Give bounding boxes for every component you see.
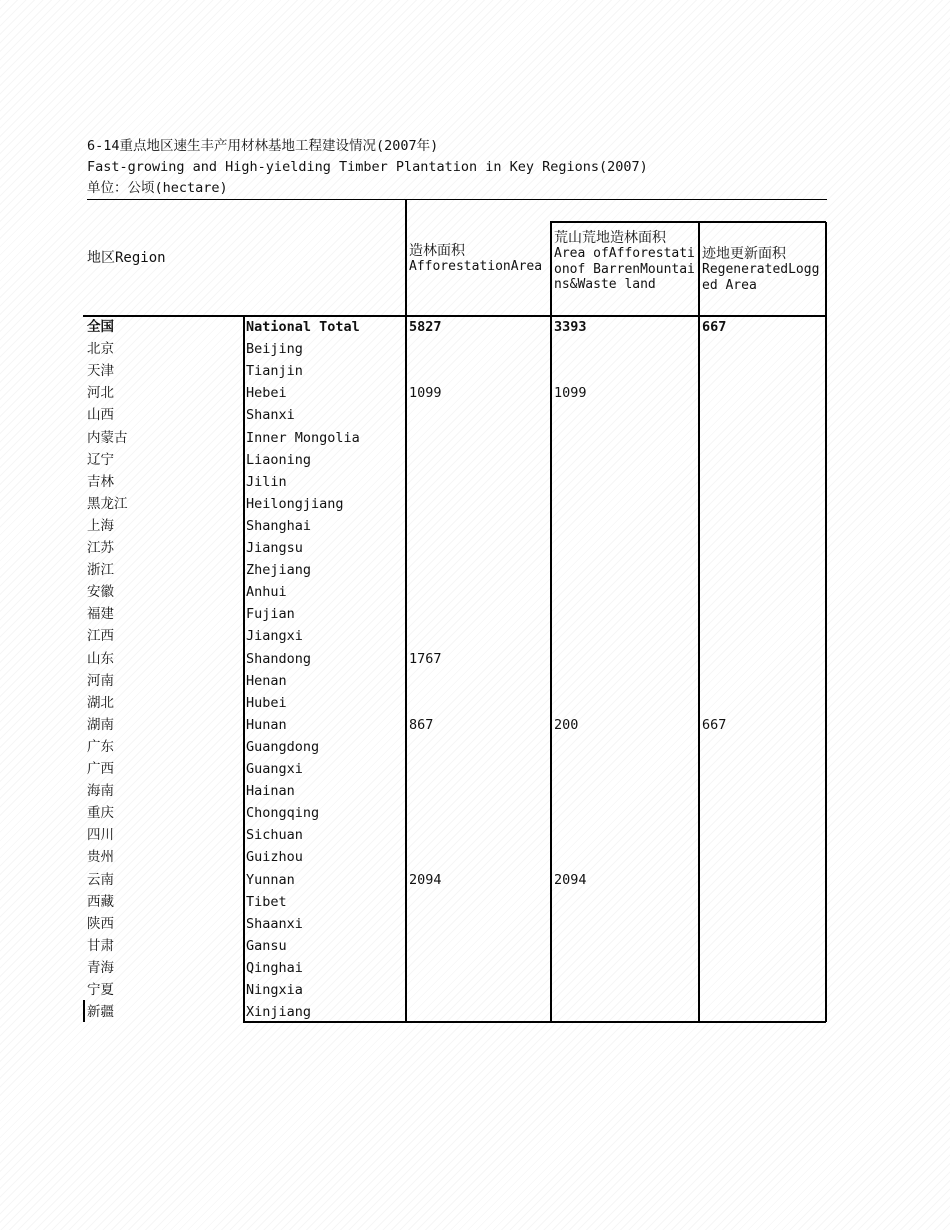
- region-en: Jiangxi: [246, 628, 303, 645]
- table-row: [87, 537, 827, 559]
- region-en: Shandong: [246, 650, 312, 667]
- region-en: Heilongjiang: [246, 495, 344, 512]
- barren-value: 200: [554, 716, 579, 733]
- header-barren-en: Area ofAfforestationof BarrenMountains&Waste land: [554, 246, 695, 292]
- region-cn: 重庆: [87, 805, 114, 822]
- table-row: [87, 802, 827, 824]
- region-cn: 河南: [87, 672, 114, 689]
- region-en: Qinghai: [246, 959, 303, 976]
- grid-line: [550, 221, 826, 223]
- region-cn: 吉林: [87, 473, 114, 490]
- region-en: Shanghai: [246, 517, 312, 534]
- region-cn: 陕西: [87, 915, 114, 932]
- regenerated-value: 667: [702, 716, 727, 733]
- region-cn: 黑龙江: [87, 495, 128, 512]
- table-row: [87, 382, 827, 404]
- region-en: Shaanxi: [246, 915, 303, 932]
- region-cn: 辽宁: [87, 451, 114, 468]
- table-row: [87, 780, 827, 802]
- region-cn: 上海: [87, 517, 114, 534]
- region-cn: 贵州: [87, 849, 114, 866]
- region-en: Hunan: [246, 716, 287, 733]
- header-afforestation: [409, 243, 549, 275]
- region-en: Zhejiang: [246, 562, 312, 579]
- region-cn: 湖北: [87, 694, 114, 711]
- region-en: Anhui: [246, 584, 287, 601]
- table-row: [87, 758, 827, 780]
- table-row: [87, 935, 827, 957]
- region-cn: 新疆: [87, 1004, 114, 1021]
- region-en: Xinjiang: [246, 1004, 312, 1021]
- region-cn: 浙江: [87, 562, 114, 579]
- table-row: [87, 581, 827, 603]
- region-cn: 全国: [87, 319, 114, 335]
- header-barren-cn: 荒山荒地造林面积: [554, 230, 666, 246]
- table-row-total: [87, 316, 827, 338]
- region-en: National Total: [246, 319, 360, 335]
- region-cn: 天津: [87, 363, 114, 380]
- region-en: Fujian: [246, 606, 295, 623]
- region-en: Jiangsu: [246, 540, 303, 556]
- table-title-en: Fast-growing and High-yielding Timber Plantation in Key Regions(2007): [87, 159, 648, 175]
- region-en: Liaoning: [246, 451, 312, 468]
- region-en: Gansu: [246, 937, 287, 954]
- region-cn: 甘肃: [87, 937, 114, 954]
- table-row: [87, 471, 827, 493]
- table-row: [87, 427, 827, 449]
- header-afforestation-en: AfforestationArea: [409, 259, 543, 274]
- barren-value: 2094: [554, 871, 587, 888]
- region-en: Guangdong: [246, 738, 320, 755]
- header-regenerated: [702, 246, 824, 293]
- table-row: [87, 891, 827, 913]
- region-cn: 云南: [87, 871, 114, 888]
- region-cn: 江西: [87, 628, 114, 645]
- region-en: Yunnan: [246, 871, 295, 888]
- region-cn: 青海: [87, 959, 114, 976]
- header-regenerated-cn: 迹地更新面积: [702, 246, 786, 262]
- table-row: [87, 913, 827, 935]
- barren-value: 1099: [554, 385, 587, 402]
- table-row: [87, 670, 827, 692]
- table-row: [87, 846, 827, 868]
- table-row: [87, 625, 827, 647]
- region-en: Tibet: [246, 893, 287, 910]
- region-cn: 广西: [87, 761, 114, 777]
- table-row: [87, 515, 827, 537]
- region-cn: 山东: [87, 650, 114, 667]
- region-en: Beijing: [246, 341, 303, 358]
- afforestation-value: 5827: [409, 319, 442, 335]
- region-cn: 宁夏: [87, 982, 114, 998]
- region-en: Inner Mongolia: [246, 429, 360, 446]
- region-en: Ningxia: [246, 982, 303, 998]
- table-row: [87, 824, 827, 846]
- barren-value: 3393: [554, 319, 587, 335]
- header-barren: [554, 230, 697, 293]
- title-block: [87, 136, 827, 200]
- region-en: Hebei: [246, 385, 287, 402]
- afforestation-value: 867: [409, 716, 434, 733]
- table-row: [87, 714, 827, 736]
- table-row: [87, 603, 827, 625]
- region-cn: 河北: [87, 385, 114, 402]
- region-en: Guizhou: [246, 849, 303, 866]
- region-en: Henan: [246, 672, 287, 689]
- region-en: Shanxi: [246, 407, 295, 424]
- region-cn: 四川: [87, 827, 114, 844]
- region-en: Guangxi: [246, 761, 303, 777]
- table-row: [87, 957, 827, 979]
- region-cn: 山西: [87, 407, 114, 424]
- table-row: [87, 736, 827, 758]
- region-cn: 湖南: [87, 716, 114, 733]
- table-row: [87, 869, 827, 891]
- region-cn: 安徽: [87, 584, 114, 601]
- region-cn: 北京: [87, 341, 114, 358]
- table-row: [87, 493, 827, 515]
- table-row: [87, 692, 827, 714]
- region-cn: 内蒙古: [87, 429, 128, 446]
- region-cn: 海南: [87, 783, 114, 800]
- table-row: [87, 648, 827, 670]
- region-en: Hainan: [246, 783, 295, 800]
- region-en: Sichuan: [246, 827, 303, 844]
- regenerated-value: 667: [702, 319, 727, 335]
- region-cn: 江苏: [87, 540, 114, 556]
- region-cn: 福建: [87, 606, 114, 623]
- unit-label: 单位：公顷(hectare): [87, 178, 827, 200]
- region-cn: 广东: [87, 738, 114, 755]
- afforestation-value: 1099: [409, 385, 442, 402]
- header-afforestation-cn: 造林面积: [409, 243, 465, 259]
- table-row: [87, 1001, 827, 1023]
- region-en: Tianjin: [246, 363, 303, 380]
- table-row: [87, 360, 827, 382]
- region-cn: 西藏: [87, 893, 114, 910]
- table-row: [87, 449, 827, 471]
- table-row: [87, 404, 827, 426]
- table-title-cn: 6-14重点地区速生丰产用材林基地工程建设情况(2007年): [87, 138, 439, 154]
- region-en: Hubei: [246, 694, 287, 711]
- header-region: 地区Region: [87, 250, 166, 266]
- grid-line: [83, 1000, 85, 1022]
- table-row: [87, 559, 827, 581]
- table-row: [87, 338, 827, 360]
- region-en: Chongqing: [246, 805, 320, 822]
- table-row: [87, 979, 827, 1001]
- afforestation-value: 2094: [409, 871, 442, 888]
- region-en: Jilin: [246, 473, 287, 490]
- header-regenerated-en: RegeneratedLogged Area: [702, 262, 820, 293]
- afforestation-value: 1767: [409, 650, 442, 667]
